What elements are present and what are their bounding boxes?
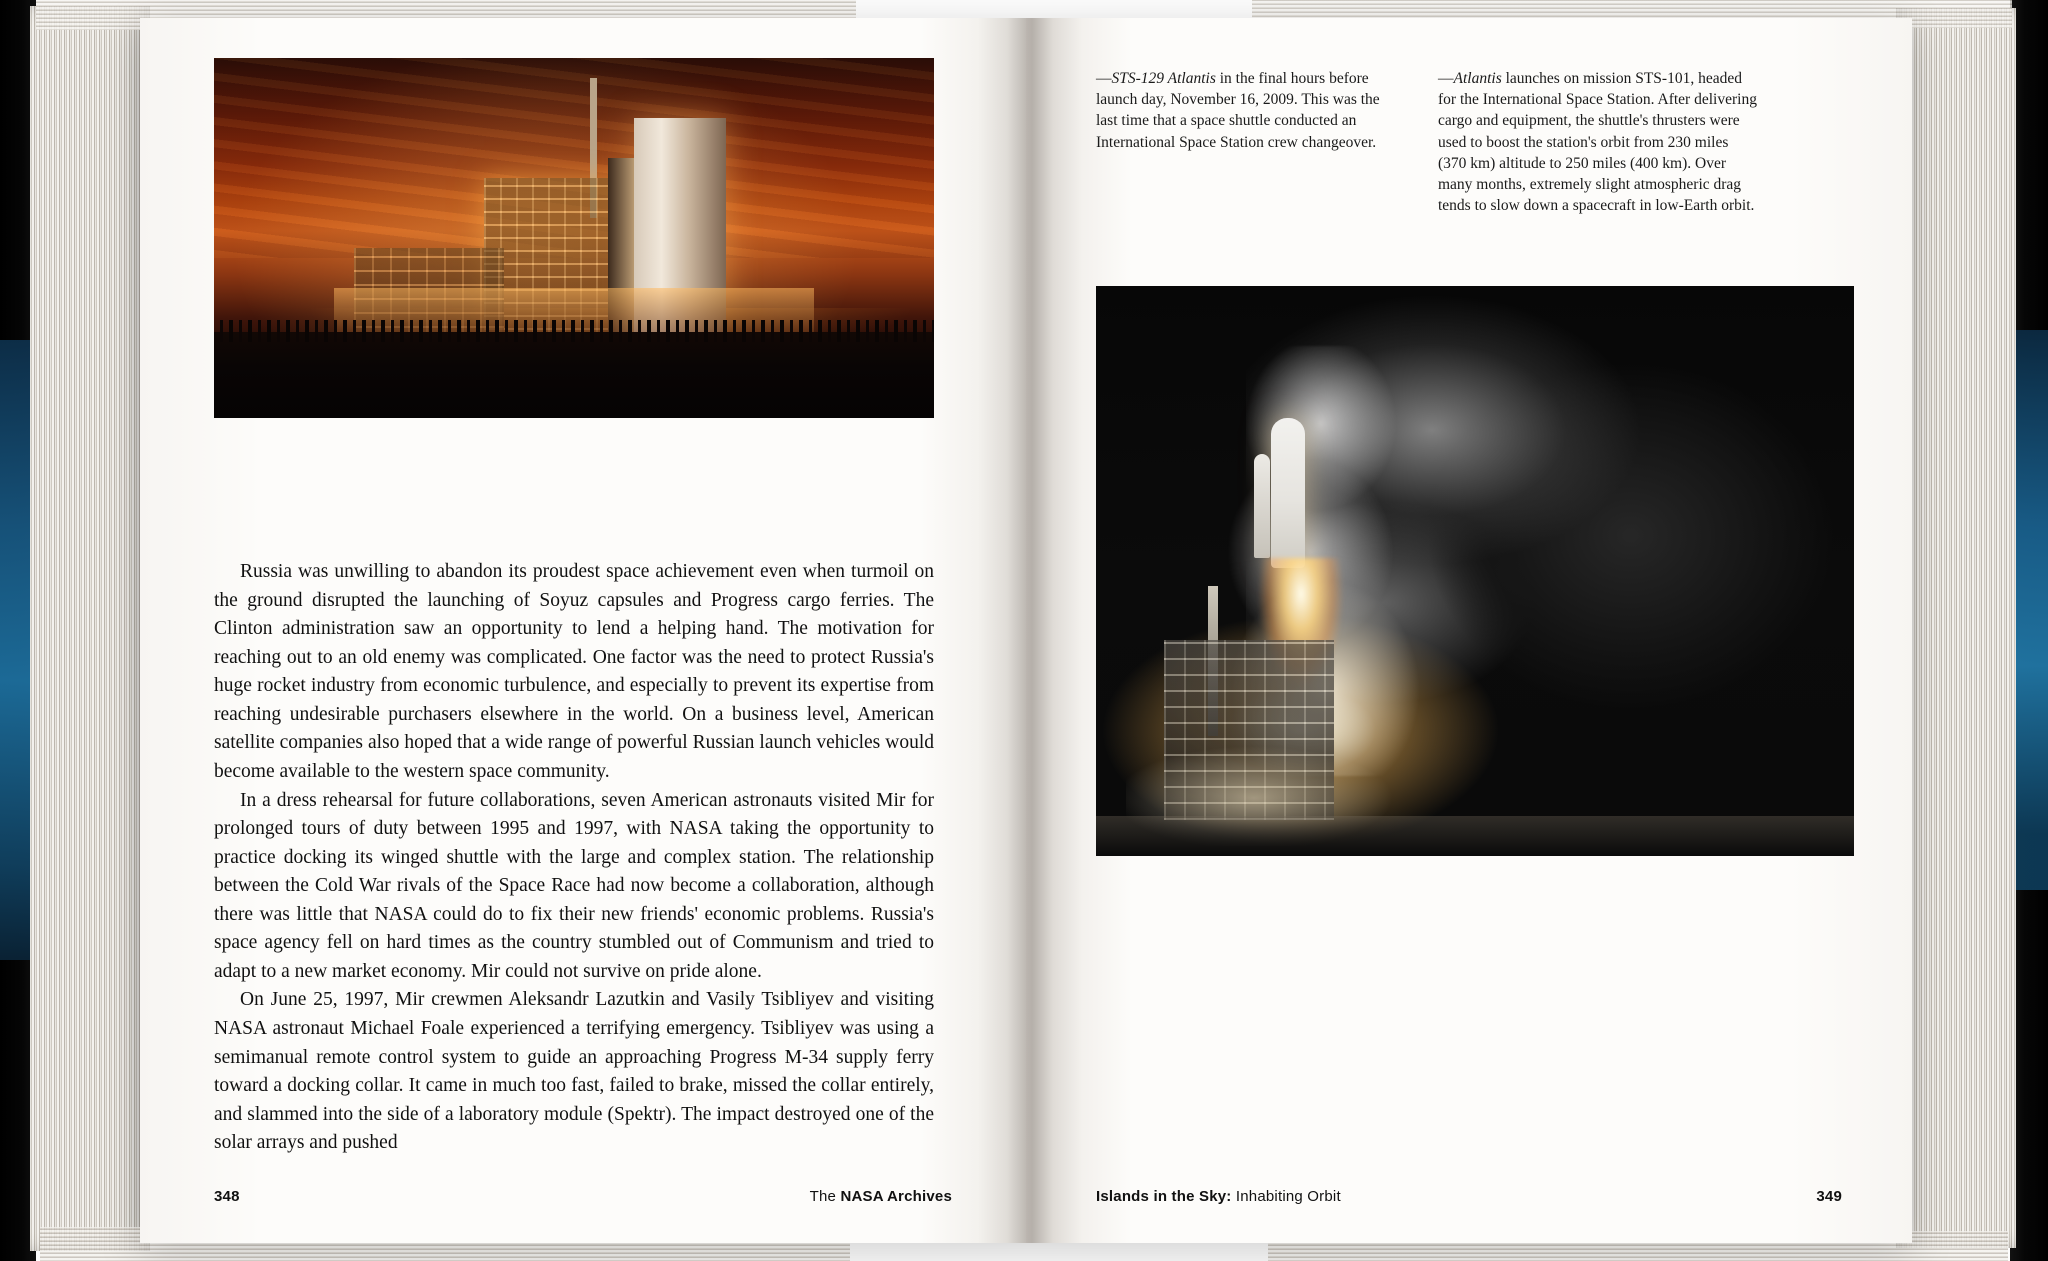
left-page-block-edge [30, 6, 150, 1251]
right-page-folio: 349 [1816, 1188, 1842, 1205]
left-blue-edge [0, 340, 34, 960]
body-paragraph: Russia was unwilling to abandon its proudest space achievement even when turmoil on the ground disrupted the launching of Soyuz capsules and Progress cargo ferries. The Clinton administration saw an opportunity to lend a helping hand. The motivation for reaching out to an old enemy was complicated. One factor was the need to protect Russia's huge rocket industry from economic turbulence, and especially to prevent its expertise from reaching undesirable purchasers elsewhere in the world. On a business level, American satellite companies also hoped that a wide range of powerful Russian launch vehicles would become available to the western space community. [214, 561, 934, 782]
right-blue-edge [2012, 330, 2048, 890]
right-page-running-head [1096, 1188, 1341, 1205]
caption-dash: — [1438, 70, 1454, 87]
running-head-bold: NASA Archives [840, 1188, 952, 1205]
left-page-running-head [810, 1188, 952, 1205]
left-page-body-text [214, 558, 934, 1158]
night-launch-with-exhaust-plume-photo [1096, 286, 1854, 856]
caption-text: launches on mission STS-101, headed for the International Space Station. After delivering cargo and equipment, the shuttle's thrusters were used to boost the station's orbit from 230 miles (370 km) altitude to 250 miles (400 km). Over many months, extremely slight atmospheric drag tends to slow down a spacecraft in low-Earth orbit. [1438, 70, 1757, 215]
caption-dash: — [1096, 70, 1112, 87]
space-shuttle-on-launch-pad-at-dusk-photo [214, 58, 934, 418]
ground-line [1096, 816, 1854, 856]
caption-sts101 [1438, 68, 1758, 217]
treeline-silhouette [214, 332, 934, 418]
right-page [1026, 18, 1912, 1243]
left-page [140, 18, 1026, 1243]
body-paragraph: On June 25, 1997, Mir crewmen Aleksandr Lazutkin and Vasily Tsibliyev and visiting NASA astronaut Michael Foale experienced a terrifying emergency. Tsibliyev was using a semimanual remote control system to guide an approaching Progress M-34 supply ferry toward a docking collar. It came in much too fast, failed to brake, missed the collar entirely, and slammed into the side of a laboratory module (Spektr). The impact destroyed one of the solar arrays and pushed [214, 989, 934, 1154]
open-book-spread [140, 18, 1912, 1243]
caption-italic-lead: STS-129 Atlantis [1111, 70, 1216, 87]
running-head-rest: Inhabiting Orbit [1231, 1188, 1341, 1205]
caption-text: in the final hours before launch day, November 16, 2009. This was the last time that a space shuttle conducted an International Space Station crew changeover. [1096, 70, 1380, 151]
body-paragraph: In a dress rehearsal for future collaborations, seven American astronauts visited Mir for prolonged tours of duty between 1995 and 1997, with NASA taking the opportunity to practice docking its winged shuttle with the large and complex station. The relationship between the Cold War rivals of the Space Race had now become a collaboration, although there was little that NASA could do to fix their new friends' economic problems. Russia's space agency fell on hard times as the country stumbled out of Communism and tried to adapt to a new market economy. Mir could not survive on pride alone. [214, 789, 934, 982]
right-page-block-edge [1896, 8, 2016, 1248]
caption-sts129 [1096, 68, 1396, 153]
left-page-folio: 348 [214, 1188, 240, 1205]
running-head-bold: Islands in the Sky: [1096, 1188, 1232, 1205]
ascending-shuttle [1271, 418, 1305, 568]
caption-italic-lead: Atlantis [1453, 70, 1502, 87]
running-head-light: The [809, 1188, 841, 1205]
